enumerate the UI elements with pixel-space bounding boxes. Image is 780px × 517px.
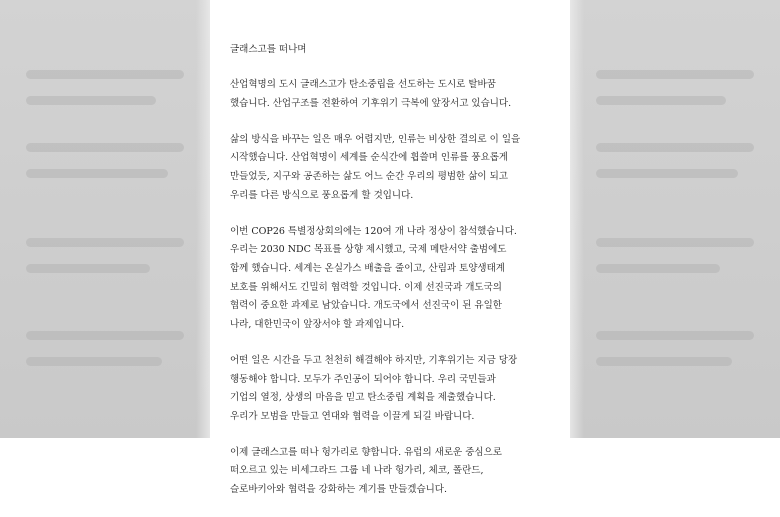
blurred-background-right — [570, 0, 780, 438]
document-body — [230, 41, 560, 517]
blurred-text-line — [26, 238, 184, 247]
paragraph-line: 삶의 방식을 바꾸는 일은 매우 어렵지만, 인류는 비상한 결의로 이 일을 — [230, 133, 521, 145]
paragraph-line: 함께 했습니다. 세계는 온실가스 배출을 줄이고, 산림과 토양생태계 — [230, 262, 505, 274]
blurred-text-line — [26, 264, 150, 273]
paragraph-line: 산업혁명의 도시 글래스고가 탄소중립을 선도하는 도시로 탈바꿈 — [230, 79, 496, 90]
paragraph-line: 떠오르고 있는 비세그라드 그룹 네 나라 헝가리, 체코, 폴란드, — [230, 465, 484, 477]
paragraph — [230, 352, 560, 426]
blurred-text-line — [596, 143, 754, 152]
blurred-text-line — [26, 143, 184, 152]
paragraph-line: 이번 COP26 특별정상회의에는 120여 개 나라 정상이 참석했습니다. — [230, 225, 517, 237]
blurred-background-left — [0, 0, 210, 438]
paragraph-line: 어떤 일은 시간을 두고 천천히 해결해야 하지만, 기후위기는 지금 당장 — [230, 354, 518, 366]
blurred-text-line — [26, 70, 184, 79]
paragraph — [230, 76, 560, 113]
document-page — [210, 0, 570, 496]
paragraph-line: 협력이 중요한 과제로 남았습니다. 개도국에서 선진국이 된 유일한 — [230, 300, 502, 312]
blurred-text-line — [26, 169, 168, 178]
paragraph-line: 우리는 2030 NDC 목표를 상향 제시했고, 국제 메탄서약 출범에도 — [230, 244, 507, 256]
blurred-text-line — [26, 357, 162, 366]
blurred-text-line — [596, 357, 732, 366]
document-title: 글래스고를 떠나며 — [230, 44, 307, 55]
blurred-text-line — [596, 70, 754, 79]
blurred-text-line — [596, 169, 738, 178]
blurred-text-line — [596, 96, 726, 105]
paragraph-line: 보호를 위해서도 긴밀히 협력할 것입니다. 이제 선진국과 개도국의 — [230, 281, 502, 293]
paragraph-line: 슬로바키아와 협력을 강화하는 계기를 만들겠습니다. — [230, 484, 447, 496]
paragraph — [230, 131, 560, 205]
paragraph-line: 나라, 대한민국이 앞장서야 할 과제입니다. — [230, 318, 405, 330]
paragraph-line: 행동해야 합니다. 모두가 주인공이 되어야 합니다. 우리 국민들과 — [230, 373, 496, 385]
blurred-text-line — [596, 238, 754, 247]
paragraph-line: 기업의 열정, 상생의 마음을 믿고 탄소중립 계획을 제출했습니다. — [230, 392, 496, 404]
paragraph-line: 이제 글래스고를 떠나 헝가리로 향합니다. 유럽의 새로운 중심으로 — [230, 446, 502, 458]
blurred-text-line — [596, 331, 754, 340]
paragraph-line: 시작했습니다. 산업혁명이 세계를 순식간에 휩쓸며 인류를 풍요롭게 — [230, 152, 509, 164]
blurred-text-line — [26, 331, 184, 340]
blurred-text-line — [26, 96, 156, 105]
paragraph-line: 우리가 모범을 만들고 연대와 협력을 이끌게 되길 바랍니다. — [230, 410, 475, 422]
paragraph-line: 우리를 다른 방식으로 풍요롭게 할 것입니다. — [230, 189, 414, 201]
blurred-text-line — [596, 264, 720, 273]
paragraph-line: 했습니다. 산업구조를 전환하여 기후위기 극복에 앞장서고 있습니다. — [230, 97, 512, 109]
paragraph — [230, 444, 560, 500]
paragraph — [230, 223, 560, 335]
paragraph-line: 만들었듯, 지구와 공존하는 삶도 어느 순간 우리의 평범한 삶이 되고 — [230, 170, 508, 182]
